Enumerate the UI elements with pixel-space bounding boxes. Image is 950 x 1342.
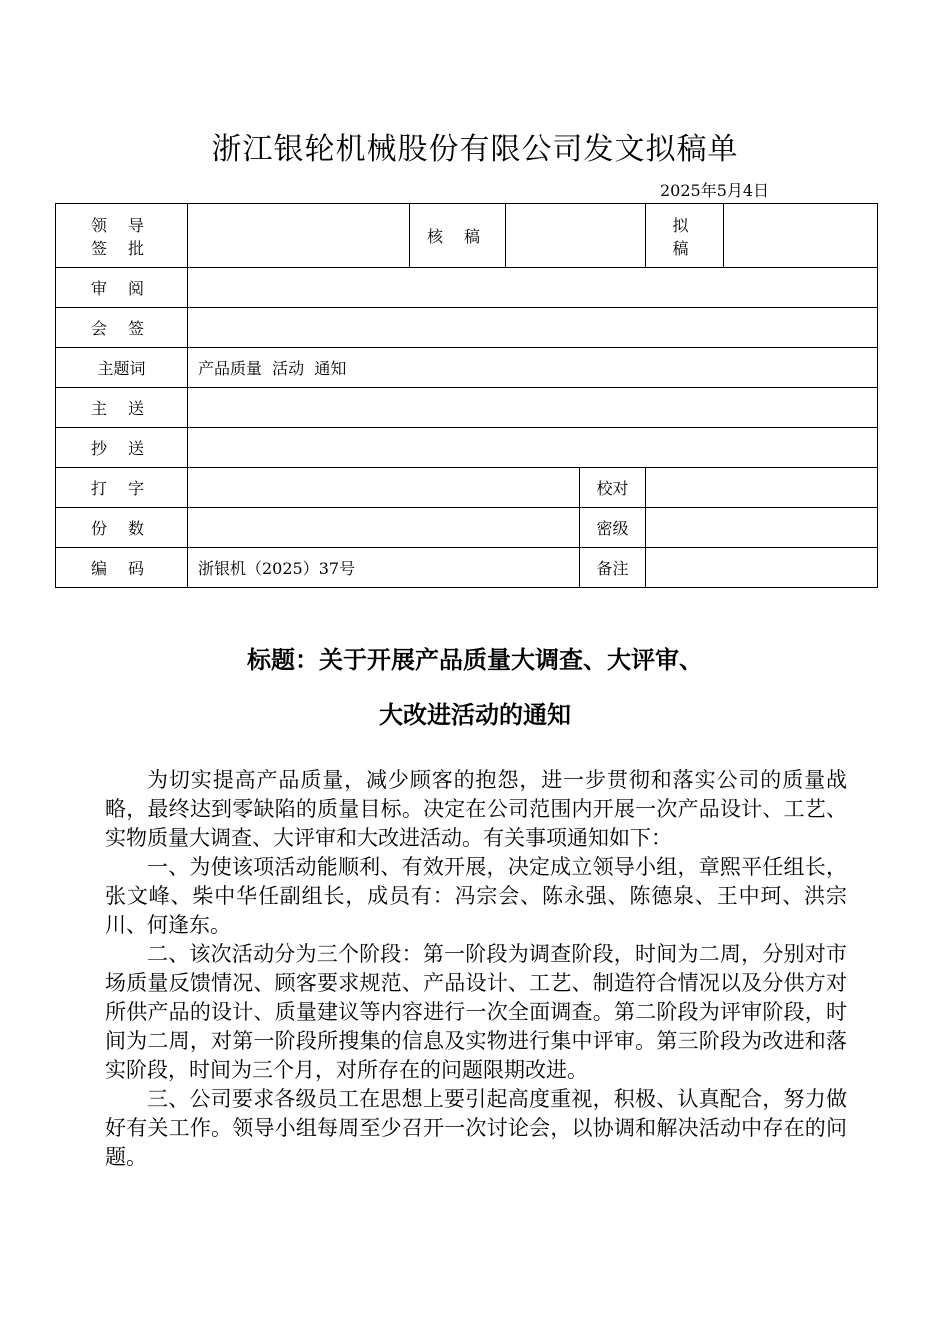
keywords-label: 主题词 bbox=[56, 348, 188, 388]
review-draft-field[interactable] bbox=[506, 204, 646, 268]
drafter-label: 拟 稿 bbox=[646, 204, 724, 268]
secrecy-label: 密级 bbox=[580, 508, 646, 548]
proofread-label: 校对 bbox=[580, 468, 646, 508]
notice-body bbox=[105, 766, 847, 1172]
review-draft-label: 核 稿 bbox=[410, 204, 506, 268]
typist-field[interactable] bbox=[188, 468, 580, 508]
remarks-field[interactable] bbox=[646, 548, 878, 588]
copies-label: 份 数 bbox=[56, 508, 188, 548]
countersign-field[interactable] bbox=[188, 308, 878, 348]
send-to-field[interactable] bbox=[188, 388, 878, 428]
body-paragraph: 一、为使该项活动能顺利、有效开展，决定成立领导小组，章熙平任组长，张文峰、柴中华任副组长，成员有：冯宗会、陈永强、陈德泉、王中珂、洪宗川、何逢东。 bbox=[105, 855, 847, 937]
read-field[interactable] bbox=[188, 268, 878, 308]
body-paragraph: 为切实提高产品质量，减少顾客的抱怨，进一步贯彻和落实公司的质量战略，最终达到零缺陷的质量目标。决定在公司范围内开展一次产品设计、工艺、实物质量大调查、大评审和大改进活动。有关事项通知如下： bbox=[105, 768, 847, 850]
document-date: 2025年5月4日 bbox=[660, 181, 770, 200]
subject-line-2: 大改进活动的通知 bbox=[379, 700, 571, 729]
remarks-label: 备注 bbox=[580, 548, 646, 588]
draft-form-table bbox=[55, 203, 878, 588]
leader-approval-label: 领 导 签 批 bbox=[56, 204, 188, 268]
countersign-label: 会 签 bbox=[56, 308, 188, 348]
body-paragraph: 三、公司要求各级员工在思想上要引起高度重视，积极、认真配合，努力做好有关工作。领导小组每周至少召开一次讨论会，以协调和解决活动中存在的问题。 bbox=[105, 1087, 847, 1169]
drafter-field[interactable] bbox=[724, 204, 878, 268]
copies-field[interactable] bbox=[188, 508, 580, 548]
leader-approval-field[interactable] bbox=[188, 204, 410, 268]
typist-label: 打 字 bbox=[56, 468, 188, 508]
secrecy-field[interactable] bbox=[646, 508, 878, 548]
read-label: 审 阅 bbox=[56, 268, 188, 308]
code-label: 编 码 bbox=[56, 548, 188, 588]
body-paragraph: 二、该次活动分为三个阶段：第一阶段为调查阶段，时间为二周，分别对市场质量反馈情况、顾客要求规范、产品设计、工艺、制造符合情况以及分供方对所供产品的设计、质量建议等内容进行一次全面调查。第二阶段为评审阶段，时间为二周，对第一阶段所搜集的信息及实物进行集中评审。第三阶段为改进和落实阶段，时间为三个月，对所存在的问题限期改进。 bbox=[105, 942, 847, 1082]
document-title: 浙江银轮机械股份有限公司发文拟稿单 bbox=[211, 132, 739, 167]
keywords-field[interactable]: 产品质量 活动 通知 bbox=[188, 348, 878, 388]
send-to-label: 主 送 bbox=[56, 388, 188, 428]
code-field[interactable]: 浙银机（2025）37号 bbox=[188, 548, 580, 588]
subject-line-1: 标题：关于开展产品质量大调查、大评审、 bbox=[247, 645, 703, 674]
proofread-field[interactable] bbox=[646, 468, 878, 508]
cc-field[interactable] bbox=[188, 428, 878, 468]
cc-label: 抄 送 bbox=[56, 428, 188, 468]
